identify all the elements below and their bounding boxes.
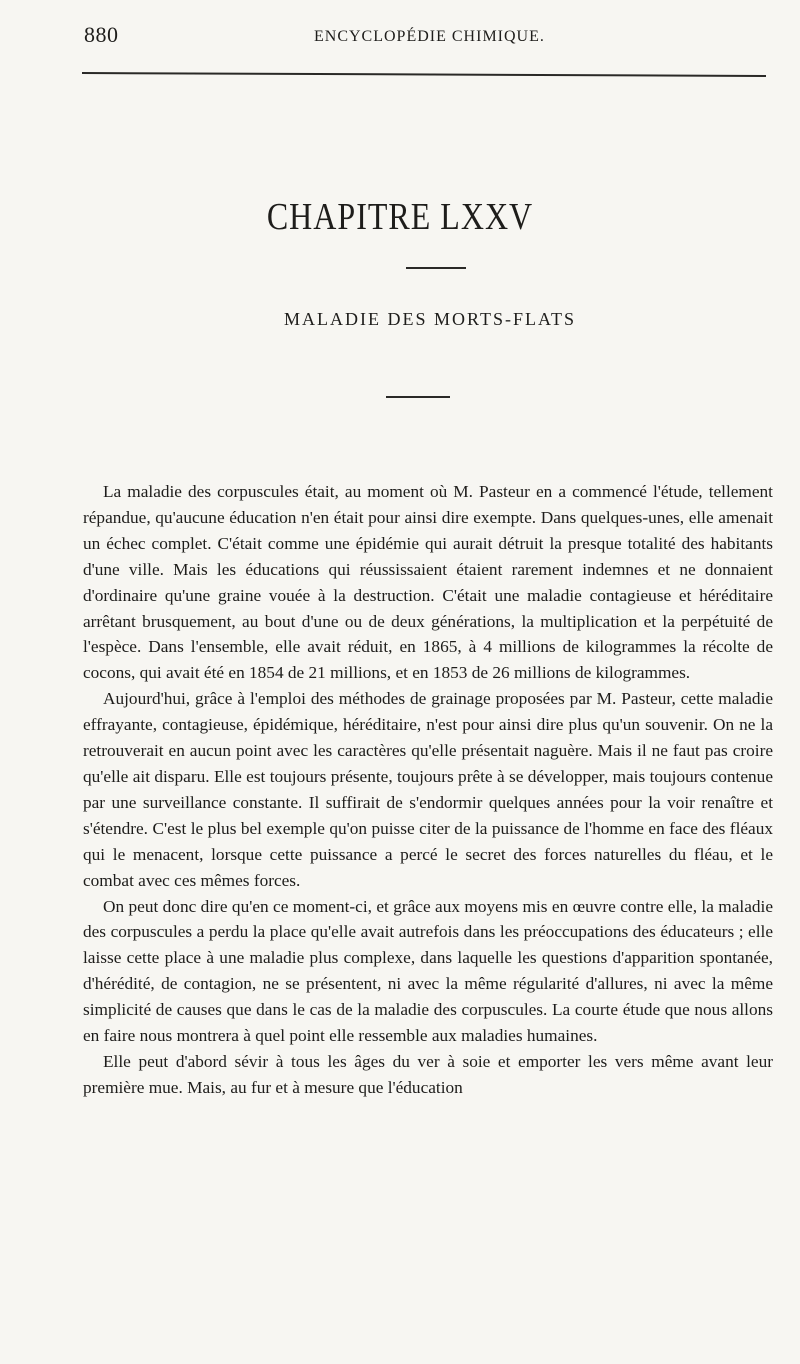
title-divider-top xyxy=(406,267,466,269)
chapter-subtitle: MALADIE DES MORTS-FLATS xyxy=(284,309,576,329)
chapter-title: CHAPITRE LXXV xyxy=(266,194,534,238)
title-divider-bottom xyxy=(386,396,450,398)
paragraph: La maladie des corpuscules était, au moment où M. Pasteur en a commencé l'étude, tellement répandue, qu'aucune éducation n'en était pour ainsi dire exempte. Dans quelques-unes, elle amenait un échec complet. C'était comme une épidémie qui aurait détruit la presque totalité des habitants d'une ville. Mais les éducations qui réussissaient étaient rarement indemnes et ne donnaient d'ordinaire qu'une graine vouée à la destruction. C'était une maladie contagieuse et héréditaire arrêtant brusquement, au bout d'une ou de deux générations, la multiplication et la perpétuité de l'espèce. Dans l'ensemble, elle avait réduit, en 1865, à 4 millions de kilogrammes la récolte de cocons, qui avait été en 1854 de 21 millions, et en 1853 de 26 millions de kilogrammes. xyxy=(83,482,773,683)
paragraph: On peut donc dire qu'en ce moment-ci, et grâce aux moyens mis en œuvre contre elle, la maladie des corpuscules a perdu la place qu'elle avait autrefois dans les préoccupations des éducateurs ; elle laisse cette place à une maladie plus complexe, dans laquelle les questions d'apparition spontanée, d'hérédité, de contagion, ne se présentent, ni avec la même régularité d'allures, ni avec la même simplicité de causes que dans le cas de la maladie des corpuscules. La courte étude que nous allons en faire nous montrera à quel point elle ressemble aux maladies humaines. xyxy=(83,896,773,1046)
page-number: 880 xyxy=(84,22,119,47)
paragraph: Aujourd'hui, grâce à l'emploi des méthodes de grainage proposées par M. Pasteur, cette maladie effrayante, contagieuse, épidémique, héréditaire, n'est pour ainsi dire plus qu'un souvenir. On ne la retrouverait en aucun point avec les caractères qu'elle présentait naguère. Mais il ne faut pas croire qu'elle ait disparu. Elle est toujours présente, toujours prête à se développer, mais toujours contenue par une surveillance constante. Il suffirait de s'endormir quelques années pour la voir renaître et s'étendre. C'est le plus bel exemple qu'on puisse citer de la puissance de l'homme en face des fléaux qui le menacent, lorsque cette puissance a percé le secret des forces naturelles du fléau, et le combat avec ces mêmes forces. xyxy=(83,689,773,890)
body-text xyxy=(83,479,773,1101)
paragraph: Elle peut d'abord sévir à tous les âges du ver à soie et emporter les vers même avant leur première mue. Mais, au fur et à mesure que l'éducation xyxy=(83,1051,773,1097)
header-rule xyxy=(82,72,766,77)
running-title: ENCYCLOPÉDIE CHIMIQUE. xyxy=(314,28,545,45)
